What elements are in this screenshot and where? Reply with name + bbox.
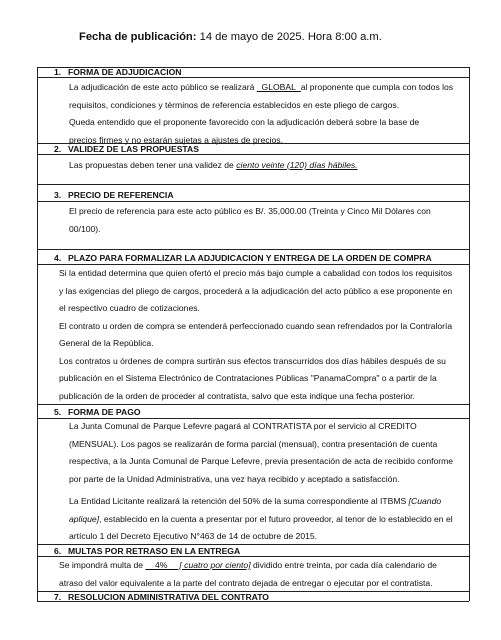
text-line: el respectivo cuadro de cotizaciones. <box>59 303 200 313</box>
text-line: Queda entendido que el proponente favorecido con la adjudicación deberá sobre la base de <box>69 117 420 127</box>
section-heading <box>54 407 141 417</box>
text-line: El contrato u orden de compra se entenderá perfeccionado cuando sean refrendados por la Contraloría <box>59 320 453 331</box>
row-divider <box>37 184 469 185</box>
section-number: 3. <box>54 190 62 200</box>
section-body <box>69 157 467 175</box>
row-divider <box>37 249 469 250</box>
text-line: publicación en el Sistema Electrónico de Contrataciones Públicas "PanamaCompra" o a partir de la <box>59 373 437 383</box>
text-line: respectiva, a la Junta Comunal de Parque Lefevre, previa presentación de acta de recibido conforme <box>69 456 454 466</box>
text-line: precios firmes y no estarán sujetas a ajustes de precios. <box>69 134 283 145</box>
section-heading <box>54 67 181 77</box>
text-run: Se impondrá multa de <box>59 560 146 570</box>
text-line: El precio de referencia para este acto público es B/. 35,000.00 (Treinta y Cinco Mil Dólares con <box>69 206 431 216</box>
text-line <box>69 157 467 175</box>
text-run: Las propuestas deben tener una validez de <box>69 160 237 170</box>
section-title: RESOLUCION ADMINISTRATIVA DEL CONTRATO <box>68 592 269 602</box>
text-run: dividido entre treinta, por cada día calendario de <box>250 560 437 570</box>
text-run: , establecido en la cuenta a presentar por el futuro proveedor, al tenor de lo establecido en el <box>99 513 453 524</box>
section-title: PRECIO DE REFERENCIA <box>68 190 174 200</box>
underlined-text: __4%__ <box>145 560 178 570</box>
italic-text: aplique] <box>69 513 100 524</box>
text-line: Si la entidad determina que quien ofertó el precio más bajo cumple a cabalidad con todos los requisitos <box>59 268 453 278</box>
publication-label: Fecha de publicación: <box>79 31 197 43</box>
section-heading <box>54 253 432 263</box>
italic-text: [ cuatro por ciento] <box>177 560 251 570</box>
table-left-border <box>37 67 38 601</box>
text-line: por parte de la Unidad Administrativa, una vez haya recibido y aceptado a satisfacción. <box>69 473 400 484</box>
text-line: publicación de la orden de proceder al contratista, salvo que esta indique una fecha posterior. <box>59 390 415 401</box>
section-number: 4. <box>54 253 62 263</box>
row-divider <box>37 154 469 155</box>
text-line: (MENSUAL). Los pagos se realizarán de forma parcial (mensual), contra presentación de cuenta <box>69 438 438 449</box>
section-heading <box>54 546 240 556</box>
section-title: FORMA DE ADJUDICACION <box>68 67 182 77</box>
text-line: requisitos, condiciones y términos de referencia establecidos en este pliego de cargos. <box>69 99 400 110</box>
text-line: General de la República. <box>59 338 154 348</box>
text-line: La Junta Comunal de Parque Lefevre pagará al CONTRATISTA por el servicio al CREDITO <box>69 421 417 431</box>
text-line: artículo 1 del Decreto Ejecutivo N°463 de 14 de octubre de 2015. <box>69 531 318 541</box>
section-body <box>69 493 467 546</box>
row-divider <box>37 201 469 202</box>
section-body <box>59 265 467 405</box>
text-line <box>69 511 467 529</box>
text-line <box>69 493 467 511</box>
section-heading <box>54 144 199 154</box>
section-body <box>69 79 467 149</box>
section-body <box>69 203 467 238</box>
row-divider <box>37 77 469 78</box>
underlined-text: _GLOBAL_ <box>256 82 301 92</box>
section-body <box>59 557 467 592</box>
text-line: Los contratos u órdenes de compra surtirán sus efectos transcurridos dos días hábiles después de su <box>59 355 446 366</box>
text-line: atraso del valor equivalente a la parte del contrato dejada de entregar o ejecutar por el contratista. <box>59 577 433 588</box>
section-number: 7. <box>54 592 62 602</box>
text-run: al proponente que cumpla con todos los <box>300 82 454 92</box>
section-number: 5. <box>54 407 62 417</box>
text-line <box>59 557 467 575</box>
text-line: 00/100). <box>69 223 101 234</box>
section-heading <box>54 190 174 200</box>
publication-date <box>79 31 382 43</box>
section-number: 2. <box>54 144 62 154</box>
publication-value: 14 de mayo de 2025. Hora 8:00 a.m. <box>196 31 382 43</box>
section-number: 1. <box>54 67 62 77</box>
section-number: 6. <box>54 546 62 556</box>
text-line <box>69 79 467 97</box>
text-run: La adjudicación de este acto público se realizará <box>69 82 257 92</box>
section-heading <box>54 592 269 602</box>
section-title: FORMA DE PAGO <box>68 407 141 417</box>
section-title: MULTAS POR RETRASO EN LA ENTREGA <box>68 546 241 556</box>
table-right-border <box>469 67 470 601</box>
section-body <box>69 418 467 488</box>
text-run: La Entidad Licitante realizará la retención del 50% de la suma correspondiente al ITBMS <box>69 496 409 506</box>
section-title: VALIDEZ DE LAS PROPUESTAS <box>68 144 199 154</box>
text-line: y las exigencias del pliego de cargos, procederá a la adjudicación del acto público a ese proponente en <box>59 285 453 296</box>
italic-text: ciento veinte (120) días hábiles. <box>236 160 358 170</box>
section-title: PLAZO PARA FORMALIZAR LA ADJUDICACION Y ENTREGA DE LA ORDEN DE COMPRA <box>68 253 432 263</box>
italic-text: [Cuando <box>408 496 442 506</box>
